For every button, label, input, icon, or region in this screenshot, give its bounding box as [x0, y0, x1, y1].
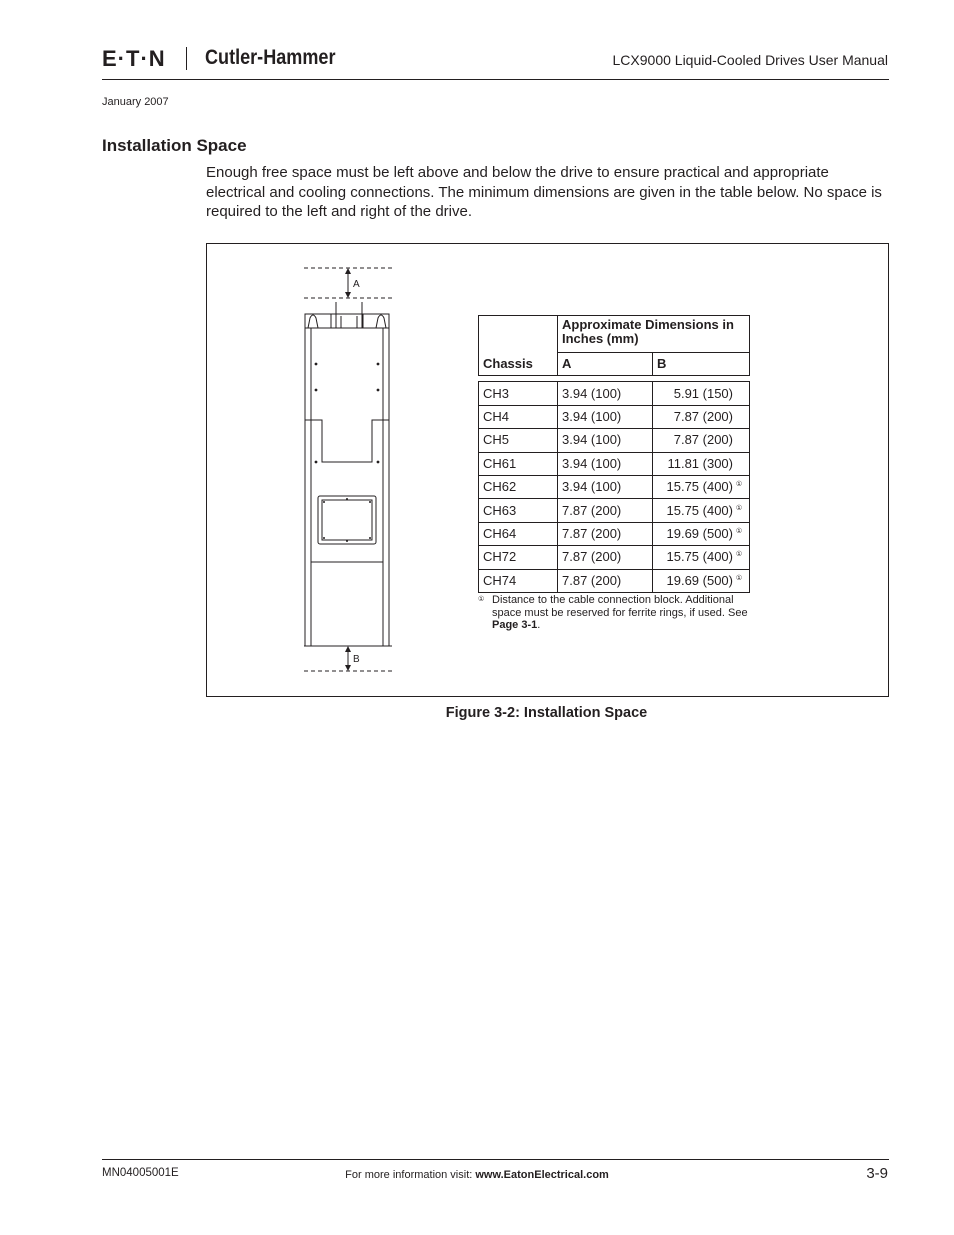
cell-dimension-b-value: 19.69 (500): [666, 572, 733, 588]
cell-dimension-b-value: 7.87 (200): [673, 432, 733, 448]
header-rule: [102, 79, 889, 80]
control-panel: [318, 496, 376, 544]
cell-dimension-b: [653, 429, 750, 452]
cell-dimension-a: 7.87 (200): [558, 499, 653, 522]
footer-rule: [102, 1159, 889, 1160]
footnote-marker: ①: [735, 481, 743, 489]
intro-paragraph: Enough free space must be left above and below the drive to ensure practical and appropriate electrical and cooling connections. The minimum dimensions are given in the table below. No space is required to the left and right of the drive.: [206, 164, 882, 220]
footnote-page-ref: Page 3-1: [492, 619, 538, 631]
cell-dimension-b: [653, 569, 750, 592]
footer-url-link[interactable]: www.EatonElectrical.com: [475, 1169, 609, 1181]
eaton-logo: E·T·N: [102, 46, 166, 71]
cell-dimension-a: 7.87 (200): [558, 546, 653, 569]
header-approx-dimensions: Approximate Dimensions in Inches (mm): [558, 316, 750, 353]
document-title: LCX9000 Liquid-Cooled Drives User Manual: [612, 52, 888, 68]
footnote-marker: ①: [735, 527, 743, 535]
footer-info: [0, 1168, 954, 1182]
cell-dimension-b-value: 11.81 (300): [667, 455, 733, 471]
footnote-text: Distance to the cable connection block. Additional space must be reserved for ferrite rings, if used. See: [492, 594, 748, 619]
table-row: [479, 569, 750, 592]
cell-dimension-a: 3.94 (100): [558, 405, 653, 428]
cell-dimension-b-value: 19.69 (500): [666, 525, 733, 541]
logo-separator: [186, 47, 187, 70]
drive-cabinet: [305, 314, 389, 646]
document-number: MN04005001E: [102, 1167, 179, 1179]
cell-chassis: CH5: [479, 429, 558, 452]
cell-dimension-b: [653, 405, 750, 428]
table-row: [479, 405, 750, 428]
cell-dimension-b-value: 15.75 (400): [666, 502, 733, 518]
document-date: January 2007: [102, 96, 169, 108]
cell-dimension-b: [653, 522, 750, 545]
header-chassis: Chassis: [479, 316, 558, 376]
drive-drawing: [298, 262, 398, 677]
cell-chassis: CH63: [479, 499, 558, 522]
footnote-symbol: ①: [478, 596, 485, 603]
cell-chassis: CH62: [479, 475, 558, 498]
cell-chassis: CH3: [479, 382, 558, 405]
table-row: [479, 429, 750, 452]
cell-dimension-a: 7.87 (200): [558, 522, 653, 545]
table-footnote: [478, 594, 753, 632]
cell-dimension-b: [653, 546, 750, 569]
dimensions-table: [478, 315, 750, 593]
cell-chassis: CH64: [479, 522, 558, 545]
table-row: [479, 522, 750, 545]
cell-dimension-a: 7.87 (200): [558, 569, 653, 592]
cell-dimension-b-value: 7.87 (200): [673, 408, 733, 424]
table-row: [479, 382, 750, 405]
header-col-b: B: [653, 353, 750, 376]
table-body: [479, 382, 750, 593]
cell-dimension-a: 3.94 (100): [558, 429, 653, 452]
cell-dimension-a: 3.94 (100): [558, 382, 653, 405]
cell-dimension-b: [653, 499, 750, 522]
table-row: [479, 452, 750, 475]
cell-dimension-b-value: 15.75 (400): [666, 549, 733, 565]
cell-dimension-a: 3.94 (100): [558, 475, 653, 498]
cell-chassis: CH72: [479, 546, 558, 569]
cell-dimension-a: 3.94 (100): [558, 452, 653, 475]
cell-chassis: CH4: [479, 405, 558, 428]
footnote-marker: ①: [735, 574, 743, 582]
footnote-end: .: [537, 619, 541, 631]
page-number: 3-9: [866, 1165, 888, 1182]
cell-chassis: CH74: [479, 569, 558, 592]
footer-info-prefix: For more information visit:: [345, 1169, 476, 1181]
cell-dimension-b-value: 15.75 (400): [666, 479, 733, 495]
cell-dimension-b-value: 5.91 (150): [673, 385, 733, 401]
cutler-hammer-logo: Cutler-Hammer: [205, 46, 336, 69]
cell-dimension-b: [653, 475, 750, 498]
figure-caption: Figure 3-2: Installation Space: [445, 705, 648, 721]
footnote-marker: ①: [735, 551, 743, 559]
table-row: [479, 546, 750, 569]
cell-chassis: CH61: [479, 452, 558, 475]
table-row: [479, 499, 750, 522]
section-title: Installation Space: [102, 136, 247, 155]
cell-dimension-b: [653, 452, 750, 475]
table-row: [479, 475, 750, 498]
dimension-a-label: A: [353, 279, 360, 290]
cell-dimension-b: [653, 382, 750, 405]
footnote-marker: ①: [735, 504, 743, 512]
dimension-b-label: B: [353, 654, 360, 665]
header-col-a: A: [558, 353, 653, 376]
